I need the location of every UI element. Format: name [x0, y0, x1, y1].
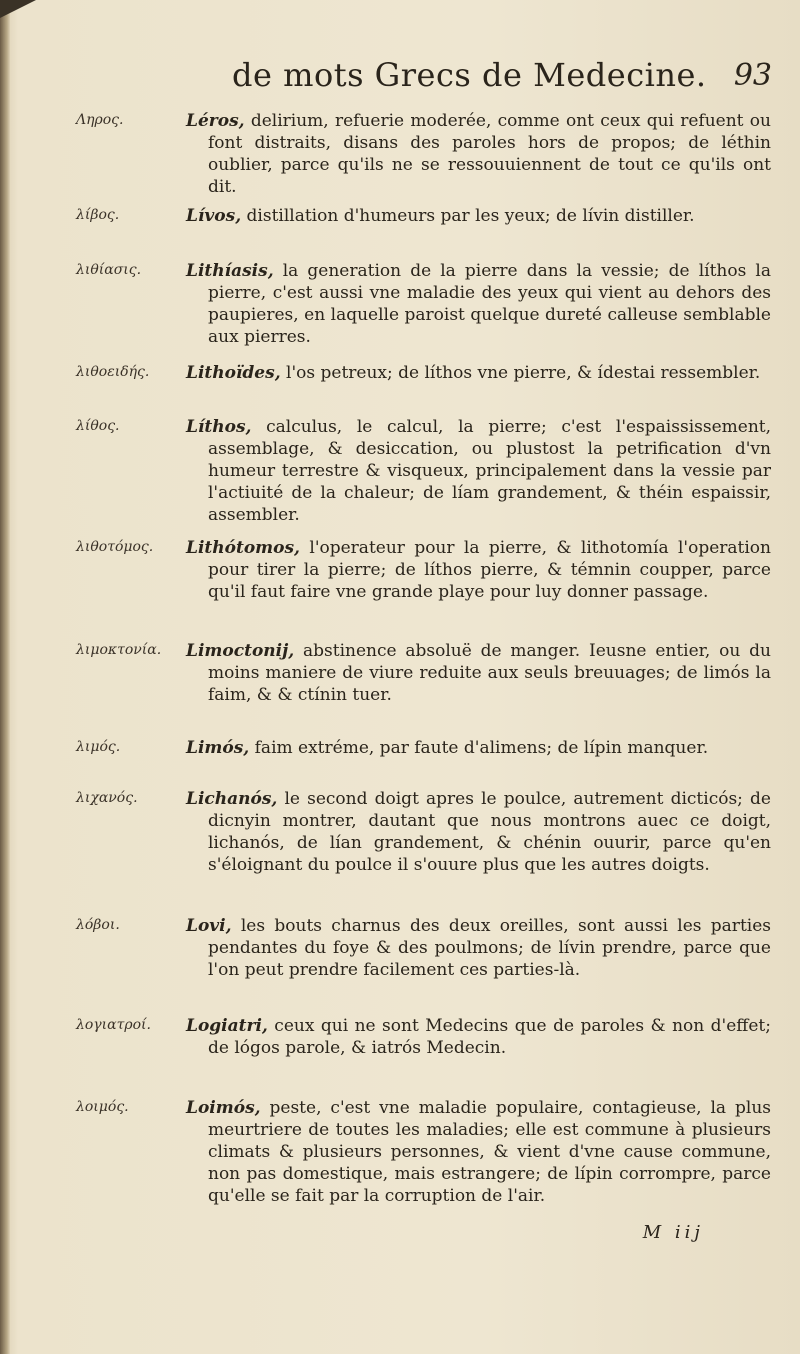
- greek-headword: Ληρος.: [76, 112, 124, 128]
- page-spine-shadow: [0, 0, 10, 1354]
- page-header: [232, 56, 772, 106]
- entry-text: Lovi, les bouts charnus des deux oreilles, sont aussi les parties pendantes du foye & des poulmons; de lívin prendre, parce que l'on peut prendre facilement ces parties-là.: [186, 916, 771, 980]
- entry-text: Limoctonij, abstinence absoluë de manger. Ieusne entier, ou du moins maniere de viure reduite aux seuls breuuages; de limós la faim, & & ctínin tuer.: [186, 641, 771, 705]
- entry-text: Lichanós, le second doigt apres le poulce, autrement dicticós; de dicnyin montrer, dautant que nous montrons auec ce doigt, lichanós, de lían grandement, & chénin ouurir, parce qu'en s'éloignant du poulce il s'ouure plus que les autres doigts.: [186, 789, 771, 875]
- running-head: de mots Grecs de Medecine.: [232, 56, 707, 94]
- greek-headword: λόβοι.: [76, 917, 120, 933]
- entry-text: Logiatri, ceux qui ne sont Medecins que de paroles & non d'effet; de lógos parole, & iatrós Medecin.: [186, 1016, 771, 1058]
- greek-headword: λιχανός.: [76, 790, 138, 806]
- greek-headword: λοιμός.: [76, 1099, 129, 1115]
- page-number: 93: [733, 58, 772, 93]
- greek-headword: λιμός.: [76, 739, 121, 755]
- greek-headword: λιθίασις.: [76, 262, 142, 278]
- entry-text: Lithótomos, l'operateur pour la pierre, & lithotomía l'operation pour tirer la pierre; de líthos pierre, & témnin coupper, parce qu'il faut faire vne grande playe pour luy donner passage.: [186, 538, 771, 602]
- signature-mark: M iij: [642, 1222, 704, 1243]
- entry-text: Lívos, distillation d'humeurs par les yeux; de lívin distiller.: [186, 206, 695, 226]
- entry-text: Lithíasis, la generation de la pierre dans la vessie; de líthos la pierre, c'est aussi vne maladie des yeux qui vient au dehors des paupieres, en laquelle paroist quelque dureté calleuse semblable aux pierres.: [186, 261, 771, 347]
- entry-text: Loimós, peste, c'est vne maladie populaire, contagieuse, la plus meurtriere de toutes les maladies; elle est commune à plusieurs climats & plusieurs personnes, & vient d'vne cause commune, non pas domestique, mais estrangere; de lípin corrompre, parce qu'elle se fait par la corruption de l'air.: [186, 1098, 771, 1206]
- greek-headword: λογιατροί.: [76, 1017, 151, 1033]
- greek-headword: λιμοκτονία.: [76, 642, 162, 658]
- entry-text: Líthos, calculus, le calcul, la pierre; c'est l'espaississement, assemblage, & desiccation, ou plustost la petrification d'vn humeur terrestre & visqueux, principalement dans la vessie par l'actiuité de la chaleur; de líam grandement, & théin espaissir, assembler.: [186, 417, 771, 525]
- page-corner-mark: [0, 0, 36, 18]
- greek-headword: λιθοειδής.: [76, 364, 150, 380]
- greek-headword: λίθος.: [76, 418, 120, 434]
- entry-text: Léros, delirium, refuerie moderée, comme ont ceux qui refuent ou font distraits, disans des paroles hors de propos; de léthin oublier, parce qu'ils ne se ressouuiennent de tout ce qu'ils ont dit.: [186, 111, 771, 197]
- greek-headword: λίβος.: [76, 207, 120, 223]
- entry-text: Lithoïdes, l'os petreux; de líthos vne pierre, & ídestai ressembler.: [186, 363, 761, 383]
- greek-headword: λιθοτόμος.: [76, 539, 154, 555]
- entry-text: Limós, faim extréme, par faute d'alimens; de lípin manquer.: [186, 738, 709, 758]
